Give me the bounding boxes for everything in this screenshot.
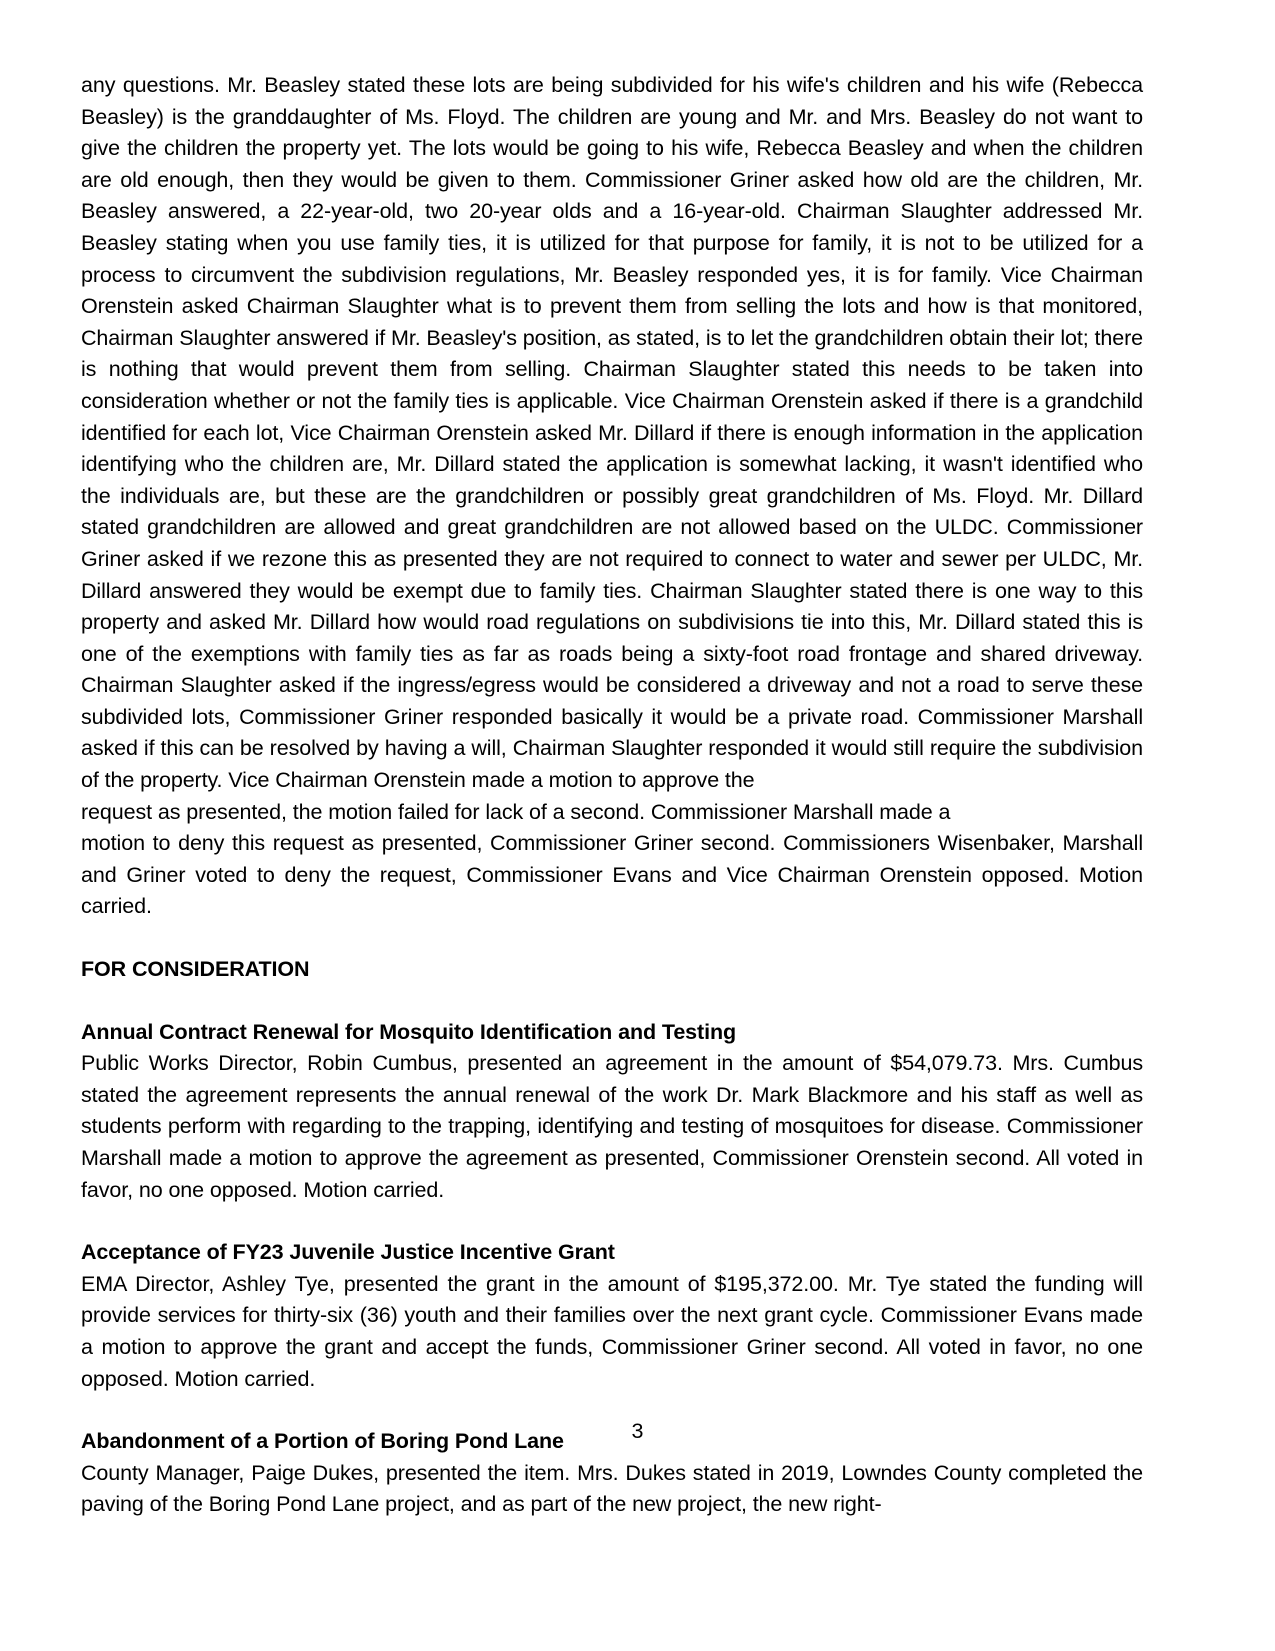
boring-pond-lane-text: County Manager, Paige Dukes, presented the item. Mrs. Dukes stated in 2019, Lowndes County completed the paving of the Boring Pond Lane project, and as part of the new project, the new right- <box>81 1460 1143 1517</box>
section-body-mosquito-contract: Public Works Director, Robin Cumbus, presented an agreement in the amount of $54,079.73. Mrs. Cumbus stated the agreement represents the annual renewal of the work Dr. Mark Blackmore and his staff as well as students perform with regarding to the trapping, identifying and testing of mosquitoes for disease. Commissioner Marshall made a motion to approve the agreement as presented, Commissioner Orenstein second. All voted in favor, no one opposed. Motion carried. <box>81 1051 1143 1202</box>
section-heading-mosquito-contract: Annual Contract Renewal for Mosquito Identification and Testing <box>81 1019 737 1044</box>
motion-failed-text: request as presented, the motion failed for lack of a second. Commissioner Marshall made a <box>81 799 951 824</box>
section-heading-boring-pond-lane: Abandonment of a Portion of Boring Pond Lane <box>81 1429 564 1454</box>
spacer <box>81 923 1143 954</box>
for-consideration-heading: FOR CONSIDERATION <box>81 957 310 982</box>
document-body <box>81 70 1143 1521</box>
motion-deny-text: motion to deny this request as presented, Commissioner Griner second. Commissioners Wisenbaker, Marshall and Griner voted to deny the request, Commissioner Evans and Vice Chairman Orenstein opposed. Motion carried. <box>81 831 1143 919</box>
minutes-paragraph-motion-failed-line <box>81 797 1143 829</box>
section-heading-juvenile-justice-grant: Acceptance of FY23 Juvenile Justice Incentive Grant <box>81 1240 615 1265</box>
minutes-paragraph-part-b <box>81 828 1143 923</box>
section-body-juvenile-justice-grant: EMA Director, Ashley Tye, presented the grant in the amount of $195,372.00. Mr. Tye stated the funding will provide services for thirty-six (36) youth and their families over the next grant cycle. Commissioner Evans made a motion to approve the grant and accept the funds, Commissioner Griner second. All voted in favor, no one opposed. Motion carried. <box>81 1271 1143 1391</box>
minutes-paragraph-part-a: any questions. Mr. Beasley stated these lots are being subdivided for his wife's children and his wife (Rebecca Beasley) is the granddaughter of Ms. Floyd. The children are young and Mr. and Mrs. Beasley do not want to give the children the property yet. The lots would be going to his wife, Rebecca Beasley and when the children are old enough, then they would be given to them. Commissioner Griner asked how old are the children, Mr. Beasley answered, a 22-year-old, two 20-year olds and a 16-year-old. Chairman Slaughter addressed Mr. Beasley stating when you use family ties, it is utilized for that purpose for family, it is not to be utilized for a process to circumvent the subdivision regulations, Mr. Beasley responded yes, it is for family. Vice Chairman Orenstein asked Chairman Slaughter what is to prevent them from selling the lots and how is that monitored, Chairman Slaughter answered if Mr. Beasley's position, as stated, is to let the grandchildren obtain their lot; there is nothing that would prevent them from selling. Chairman Slaughter stated this needs to be taken into consideration whether or not the family ties is applicable. Vice Chairman Orenstein asked if there is a grandchild identified for each lot, Vice Chairman Orenstein asked Mr. Dillard if there is enough information in the application identifying who the children are, Mr. Dillard stated the application is somewhat lacking, it wasn't identified who the individuals are, but these are the grandchildren or possibly great grandchildren of Ms. Floyd. Mr. Dillard stated grandchildren are allowed and great grandchildren are not allowed based on the ULDC. Commissioner Griner asked if we rezone this as presented they are not required to connect to water and sewer per ULDC, Mr. Dillard answered they would be exempt due to family ties. Chairman Slaughter stated there is one way to this property and asked Mr. Dillard how would road regulations on subdivisions tie into this, Mr. Dillard stated this is one of the exemptions with family ties as far as roads being a sixty-foot road frontage and shared driveway. Chairman Slaughter asked if the ingress/egress would be considered a driveway and not a road to serve these subdivided lots, Commissioner Griner responded basically it would be a private road. Commissioner Marshall asked if this can be resolved by having a will, Chairman Slaughter responded it would still require the subdivision of the property. Vice Chairman Orenstein made a motion to approve the <box>81 73 1144 793</box>
section-body-boring-pond-lane <box>81 1458 1143 1521</box>
spacer <box>81 1206 1143 1237</box>
spacer <box>81 986 1143 1017</box>
minutes-paragraph-continued <box>81 70 1143 797</box>
page-number: 3 <box>631 1419 644 1443</box>
